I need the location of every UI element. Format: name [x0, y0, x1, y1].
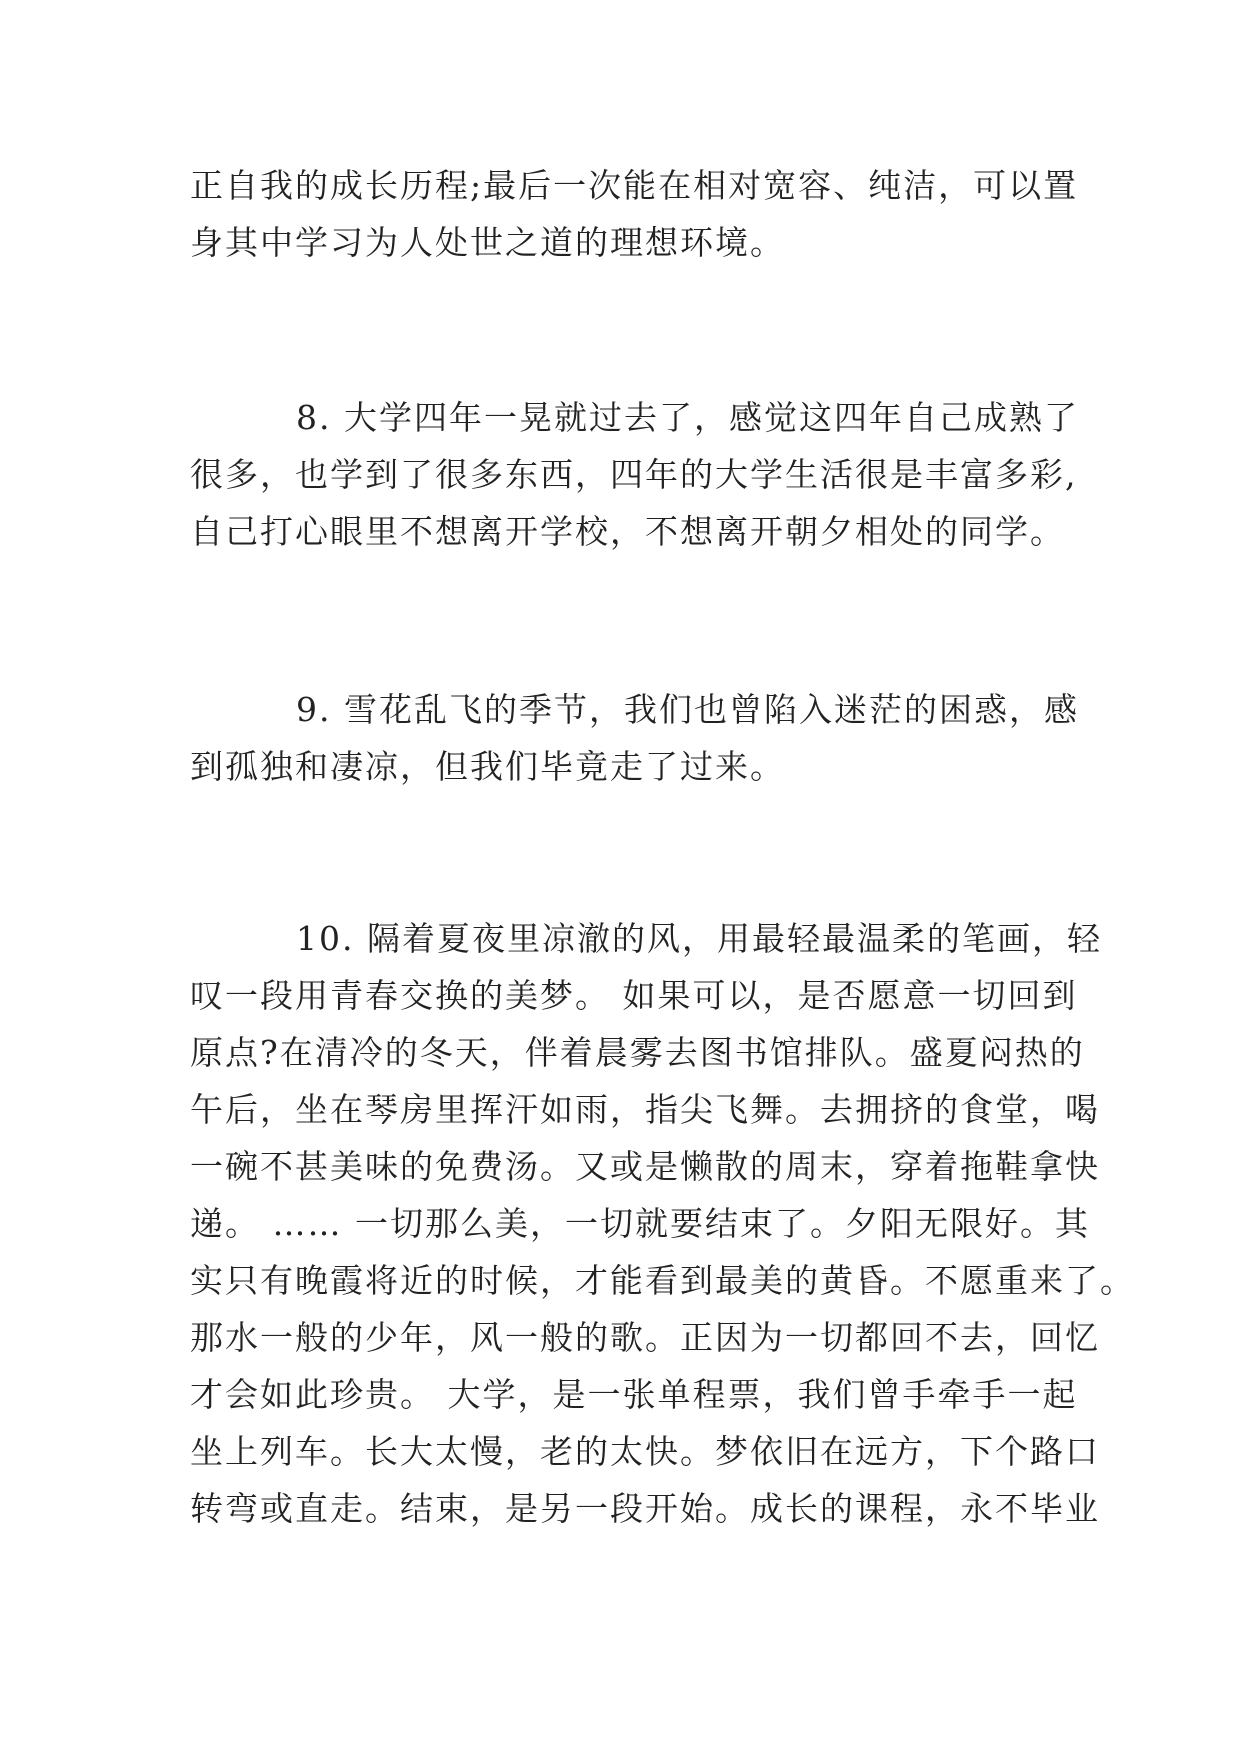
text-line: 身其中学习为人处世之道的理想环境。: [190, 223, 785, 262]
text-line: 正自我的成长历程;最后一次能在相对宽容、纯洁，可以置: [190, 166, 1079, 205]
text-line: 一碗不甚美味的免费汤。又或是懒散的周末，穿着拖鞋拿快: [190, 1147, 1100, 1186]
text-line: 自己打心眼里不想离开学校，不想离开朝夕相处的同学。: [190, 512, 1065, 551]
paragraph-continuation: [190, 157, 1079, 271]
text-line: 9. 雪花乱飞的季节，我们也曾陷入迷茫的困惑，感: [296, 690, 1079, 729]
text-line: 坐上列车。长大太慢，老的太快。梦依旧在远方，下个路口: [190, 1432, 1100, 1471]
text-line: 递。 …… 一切那么美，一切就要结束了。夕阳无限好。其: [190, 1204, 1090, 1243]
text-line: 才会如此珍贵。 大学，是一张单程票，我们曾手牵手一起: [190, 1375, 1078, 1414]
text-line: 转弯或直走。结束，是另一段开始。成长的课程，永不毕业: [190, 1489, 1100, 1528]
paragraph-item-10: [190, 910, 1135, 1537]
text-line: 原点?在清冷的冬天，伴着晨雾去图书馆排队。盛夏闷热的: [190, 1033, 1085, 1072]
text-line: 10. 隔着夏夜里凉澈的风，用最轻最温柔的笔画，轻: [296, 919, 1102, 958]
text-line: 8. 大学四年一晃就过去了，感觉这四年自己成熟了: [296, 398, 1079, 437]
paragraph-item-8: [190, 389, 1079, 560]
text-line: 午后，坐在琴房里挥汗如雨，指尖飞舞。去拥挤的食堂，喝: [190, 1090, 1100, 1129]
text-line: 那水一般的少年，风一般的歌。正因为一切都回不去，回忆: [190, 1318, 1100, 1357]
text-line: 实只有晚霞将近的时候，才能看到最美的黄昏。不愿重来了。: [190, 1261, 1135, 1300]
text-line: 到孤独和凄凉，但我们毕竟走了过来。: [190, 747, 785, 786]
text-line: 叹一段用青春交换的美梦。 如果可以，是否愿意一切回到: [190, 976, 1078, 1015]
paragraph-item-9: [190, 681, 1079, 795]
text-line: 很多，也学到了很多东西，四年的大学生活很是丰富多彩,: [190, 455, 1078, 494]
